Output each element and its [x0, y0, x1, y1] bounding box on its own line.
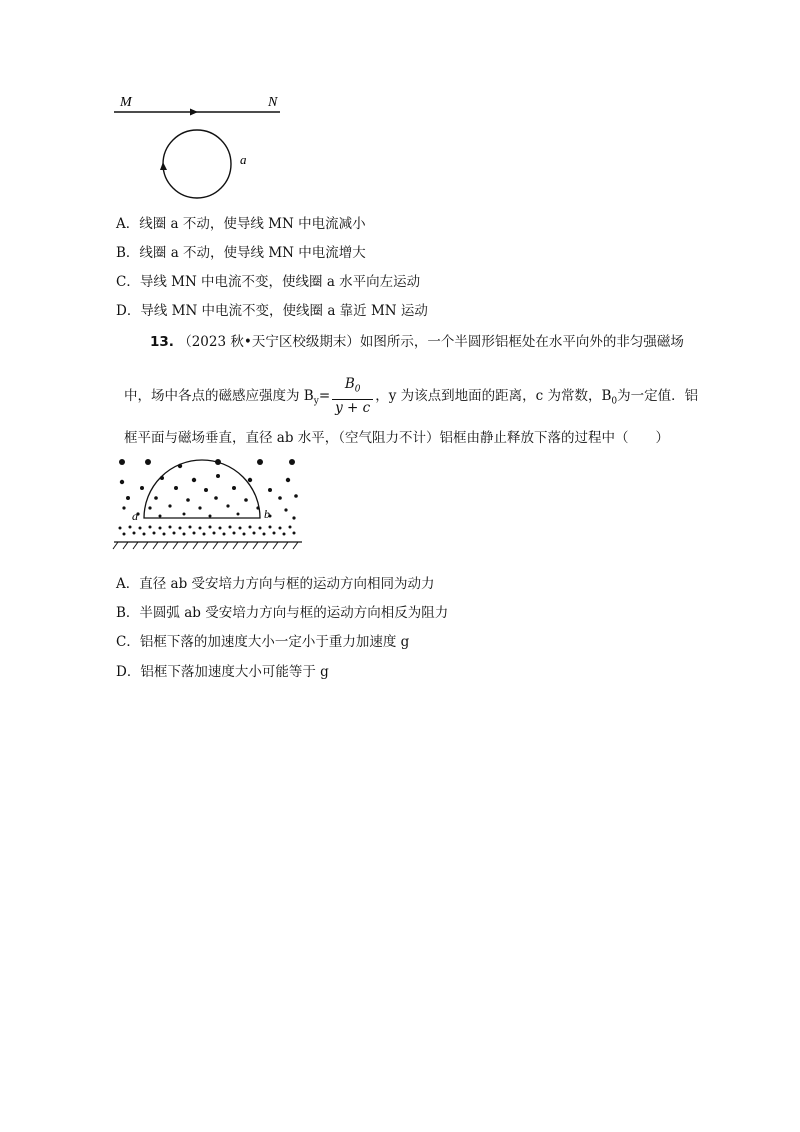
fraction-numerator: B: [344, 376, 355, 392]
q13-line2-tail: 为一定值．铝: [617, 387, 699, 404]
coil-arrow: [160, 162, 167, 170]
q13-line2-sub: y: [313, 396, 319, 407]
semicircle-frame-figure: [110, 452, 310, 552]
q13-line2-eq: =: [318, 387, 331, 404]
label-frame-a: a: [132, 509, 138, 523]
formula-fraction: [332, 376, 373, 417]
q13-line3: 框平面与磁场垂直，直径 ab 水平，（空气阻力不计）铝框由静止释放下落的过程中（ ）: [124, 430, 670, 446]
q12-option-a: A．线圈 a 不动，使导线 MN 中电流减小: [116, 216, 366, 232]
q13-option-d: D．铝框下落加速度大小可能等于 g: [116, 664, 329, 680]
q13-option-c: C．铝框下落的加速度大小一定小于重力加速度 g: [116, 634, 410, 650]
wire-coil-figure: [110, 90, 290, 210]
fraction-denominator: y + c: [335, 399, 371, 416]
label-m: M: [120, 95, 132, 110]
q13-source-text: （2023 秋•天宁区校级期末）如图所示，一个半圆形铝框处在水平向外的非匀强磁场: [178, 334, 684, 350]
q13-line2-pre: 中，场中各点的磁感应强度为 B: [124, 387, 314, 404]
label-a: a: [240, 152, 247, 167]
q13-line2-post-sub: 0: [611, 396, 618, 407]
q12-option-d: D．导线 MN 中电流不变，使线圈 a 靠近 MN 运动: [116, 303, 428, 319]
question-number: 13.: [150, 334, 174, 350]
label-frame-b: b: [264, 507, 270, 521]
wire-arrow: [190, 109, 198, 116]
aluminum-frame: [144, 460, 260, 518]
fraction-numerator-sub: 0: [354, 384, 361, 395]
q12-option-c: C．导线 MN 中电流不变，使线圈 a 水平向左运动: [116, 274, 421, 290]
q13-line2-post: ，y 为该点到地面的距离，c 为常数，B: [375, 387, 612, 404]
ground-hatching: [113, 542, 298, 549]
q12-option-b: B．线圈 a 不动，使导线 MN 中电流增大: [116, 245, 366, 261]
label-n: N: [268, 95, 278, 110]
q13-line2: [124, 376, 698, 417]
q13-option-a: A．直径 ab 受安培力方向与框的运动方向相同为动力: [116, 576, 435, 592]
coil-a: [163, 130, 231, 198]
q13-line1: [150, 334, 684, 350]
q13-option-b: B．半圆弧 ab 受安培力方向与框的运动方向相反为阻力: [116, 605, 449, 621]
field-dots: [119, 459, 298, 536]
